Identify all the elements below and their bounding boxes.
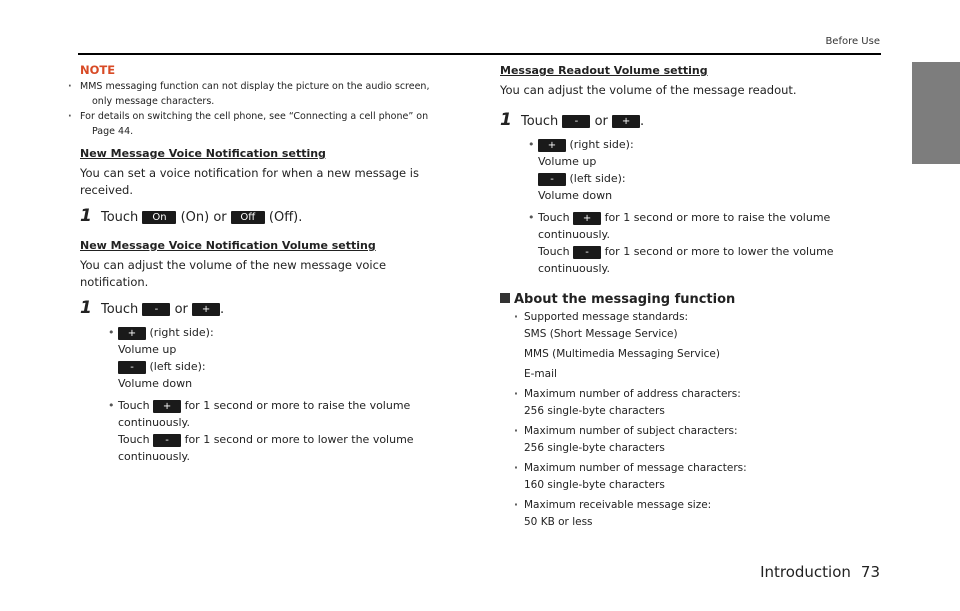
list-item xyxy=(514,386,880,420)
item-value: 160 single-byte characters xyxy=(524,479,665,491)
right-column xyxy=(500,62,880,531)
list-item xyxy=(528,209,880,277)
list-item xyxy=(108,324,450,392)
right-side-label: (right side): xyxy=(149,326,214,339)
step-touch-label: Touch xyxy=(520,114,559,129)
list-item xyxy=(514,423,880,457)
off-text: (Off). xyxy=(268,210,303,225)
about-heading xyxy=(500,291,880,308)
plus-button[interactable]: + xyxy=(118,327,146,340)
list-item xyxy=(514,309,880,383)
list-item xyxy=(514,497,880,531)
minus-button[interactable]: - xyxy=(538,173,566,186)
step-number: 1 xyxy=(500,110,512,130)
notif-step xyxy=(80,208,450,226)
touch-label: Touch xyxy=(538,245,570,258)
volume-up-label: Volume up xyxy=(538,155,597,168)
plus-button[interactable]: + xyxy=(192,303,220,316)
step-number: 1 xyxy=(80,206,92,226)
notif-desc: You can set a voice notification for when a new message is received. xyxy=(80,166,419,197)
item-label: · Maximum number of subject characters: xyxy=(524,425,738,437)
readout-desc: You can adjust the volume of the message readout. xyxy=(500,83,797,97)
volume-step xyxy=(80,300,450,318)
readout-step xyxy=(500,112,880,130)
note-text: MMS messaging function can not display the picture on the audio screen, only message characters. xyxy=(80,81,430,107)
continuously-text: continuously. xyxy=(118,416,190,429)
note-item xyxy=(80,79,450,109)
minus-button[interactable]: - xyxy=(153,434,181,447)
on-text: (On) or xyxy=(180,210,227,225)
lower-text: for 1 second or more to lower the volume xyxy=(184,433,414,446)
raise-text: for 1 second or more to raise the volume xyxy=(184,399,411,412)
left-column xyxy=(80,62,450,465)
on-button[interactable]: On xyxy=(142,211,176,224)
step-number: 1 xyxy=(80,298,92,318)
item-value: 50 KB or less xyxy=(524,516,593,528)
volume-desc: You can adjust the volume of the new message voice notification. xyxy=(80,258,387,289)
raise-text: for 1 second or more to raise the volume xyxy=(604,211,831,224)
notif-title: New Message Voice Notification setting xyxy=(80,147,326,160)
or-text: or xyxy=(174,302,188,317)
volume-details xyxy=(80,324,450,465)
touch-label: Touch xyxy=(538,211,570,224)
page-number: 73 xyxy=(860,563,880,581)
volume-title: New Message Voice Notification Volume setting xyxy=(80,239,376,252)
item-value: SMS (Short Message Service) xyxy=(524,328,678,340)
plus-button[interactable]: + xyxy=(573,212,601,225)
left-side-label: (left side): xyxy=(149,360,206,373)
item-value: 256 single-byte characters xyxy=(524,442,665,454)
lower-text: for 1 second or more to lower the volume xyxy=(604,245,834,258)
step-touch-label: Touch xyxy=(100,302,139,317)
period: . xyxy=(220,302,225,317)
plus-button[interactable]: + xyxy=(538,139,566,152)
volume-down-label: Volume down xyxy=(538,189,613,202)
section-header: Before Use xyxy=(825,36,880,47)
list-item xyxy=(108,397,450,465)
note-item xyxy=(80,109,450,139)
readout-details xyxy=(500,136,880,277)
item-value: E-mail xyxy=(524,368,557,380)
side-tab xyxy=(912,62,960,164)
list-item xyxy=(528,136,880,204)
item-label: · Maximum receivable message size: xyxy=(524,499,712,511)
continuously-text: continuously. xyxy=(538,262,610,275)
about-title: About the messaging function xyxy=(514,292,736,307)
minus-button[interactable]: - xyxy=(562,115,590,128)
off-button[interactable]: Off xyxy=(231,211,265,224)
continuously-text: continuously. xyxy=(538,228,610,241)
header-rule xyxy=(78,53,881,55)
continuously-text: continuously. xyxy=(118,450,190,463)
right-side-label: (right side): xyxy=(569,138,634,151)
item-value: MMS (Multimedia Messaging Service) xyxy=(524,348,720,360)
note-title: NOTE xyxy=(80,63,116,77)
touch-label: Touch xyxy=(118,433,150,446)
left-side-label: (left side): xyxy=(569,172,626,185)
note-text: For details on switching the cell phone, see “Connecting a cell phone” on Page 44. xyxy=(80,111,429,137)
minus-button[interactable]: - xyxy=(142,303,170,316)
readout-title: Message Readout Volume setting xyxy=(500,64,708,77)
volume-down-label: Volume down xyxy=(118,377,193,390)
chapter-title: Introduction xyxy=(760,563,851,581)
item-value: 256 single-byte characters xyxy=(524,405,665,417)
minus-button[interactable]: - xyxy=(118,361,146,374)
period: . xyxy=(640,114,645,129)
minus-button[interactable]: - xyxy=(573,246,601,259)
plus-button[interactable]: + xyxy=(612,115,640,128)
step-touch-label: Touch xyxy=(100,210,139,225)
square-bullet-icon xyxy=(500,293,510,303)
page-footer xyxy=(750,563,880,581)
item-label: · Maximum number of address characters: xyxy=(524,388,741,400)
list-item xyxy=(514,460,880,494)
about-list xyxy=(500,309,880,531)
item-label: · Supported message standards: xyxy=(524,311,689,323)
plus-button[interactable]: + xyxy=(153,400,181,413)
volume-up-label: Volume up xyxy=(118,343,177,356)
touch-label: Touch xyxy=(118,399,150,412)
item-label: · Maximum number of message characters: xyxy=(524,462,747,474)
or-text: or xyxy=(594,114,608,129)
